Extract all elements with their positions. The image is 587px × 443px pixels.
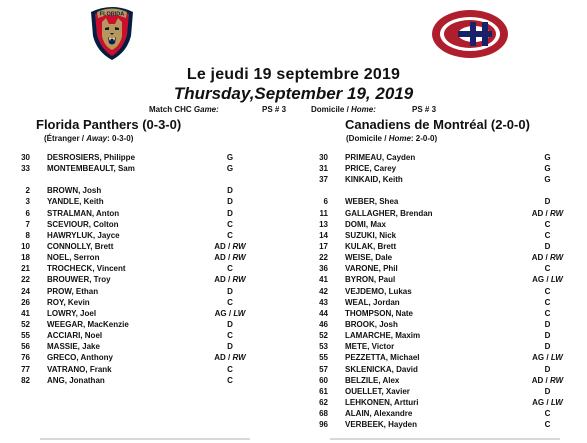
- player-row: [300, 308, 587, 319]
- visitor-roster: [0, 152, 300, 386]
- player-position: AD / RW: [531, 208, 564, 218]
- player-name: LAMARCHE, Maxim: [345, 331, 421, 341]
- home-team-name: Canadiens de Montréal (2-0-0): [345, 117, 530, 132]
- player-position: G: [544, 164, 551, 174]
- player-row: [300, 152, 587, 163]
- footer-divider: [40, 438, 250, 440]
- player-name: WEAL, Jordan: [345, 297, 400, 307]
- player-position: C: [544, 286, 551, 296]
- svg-text:FLORIDA: FLORIDA: [99, 11, 125, 18]
- florida-panthers-logo-icon: [87, 2, 137, 62]
- player-position: G: [226, 164, 234, 174]
- player-row: [0, 375, 300, 386]
- player-number: 44: [319, 308, 328, 318]
- player-name: DOMI, Max: [345, 219, 386, 229]
- player-name: SKLENICKA, David: [345, 364, 418, 374]
- player-name: PROW, Ethan: [47, 286, 99, 296]
- player-position: D: [227, 186, 233, 196]
- player-number: 68: [319, 409, 328, 419]
- player-row: [0, 352, 300, 363]
- player-position: D: [544, 241, 551, 251]
- player-name: THOMPSON, Nate: [345, 308, 414, 318]
- player-number: 22: [319, 253, 328, 263]
- player-row: [0, 219, 300, 230]
- player-number: 22: [21, 275, 30, 285]
- player-row: [0, 341, 300, 352]
- player-number: 33: [21, 164, 30, 174]
- player-row: [300, 241, 587, 252]
- player-name: NOEL, Serron: [47, 253, 100, 263]
- player-row: [0, 297, 300, 308]
- player-number: 3: [25, 197, 30, 207]
- player-row: [300, 419, 587, 430]
- player-position: AG / LW: [214, 308, 246, 318]
- player-name: ACCIARI, Noel: [47, 331, 103, 341]
- player-name: CONNOLLY, Brett: [47, 241, 114, 251]
- player-row: [0, 286, 300, 297]
- player-name: HAWRYLUK, Jayce: [47, 230, 120, 240]
- player-number: 14: [319, 230, 328, 240]
- player-name: TROCHECK, Vincent: [47, 264, 126, 274]
- player-row: [300, 163, 587, 174]
- player-position: D: [544, 319, 551, 329]
- player-name: STRALMAN, Anton: [47, 208, 120, 218]
- home-number: PS # 3: [412, 105, 437, 114]
- home-label: Domicile / Home:: [311, 105, 376, 114]
- player-position: C: [544, 230, 551, 240]
- player-row: [300, 397, 587, 408]
- player-position: AD / RW: [531, 253, 564, 263]
- player-row: [300, 263, 587, 274]
- player-name: BROWN, Josh: [47, 186, 102, 196]
- montreal-canadiens-logo-icon: [430, 8, 510, 60]
- player-name: MASSIE, Jake: [47, 342, 100, 352]
- player-position: C: [544, 308, 551, 318]
- player-row: [0, 208, 300, 219]
- player-name: WEBER, Shea: [345, 197, 399, 207]
- player-row: [300, 408, 587, 419]
- player-name: ANG, Jonathan: [47, 375, 105, 385]
- player-position: G: [544, 175, 551, 185]
- player-position: AD / RW: [214, 241, 246, 251]
- player-number: 17: [319, 241, 328, 251]
- player-row: [300, 230, 587, 241]
- player-number: 41: [21, 308, 30, 318]
- player-position: C: [544, 219, 551, 229]
- player-row: [0, 330, 300, 341]
- player-row: [0, 163, 300, 174]
- player-number: 46: [319, 319, 328, 329]
- player-position: AD / RW: [214, 275, 246, 285]
- player-row: [300, 274, 587, 285]
- player-name: VATRANO, Frank: [47, 364, 112, 374]
- player-row: [0, 252, 300, 263]
- player-name: KINKAID, Keith: [345, 175, 403, 185]
- player-number: 43: [319, 297, 328, 307]
- player-number: 42: [319, 286, 328, 296]
- player-number: 37: [319, 175, 328, 185]
- player-row: [300, 297, 587, 308]
- player-number: 55: [21, 331, 30, 341]
- player-number: 18: [21, 253, 30, 263]
- player-number: 56: [21, 342, 30, 352]
- player-number: 24: [21, 286, 30, 296]
- player-position: C: [544, 420, 551, 430]
- player-position: D: [544, 342, 551, 352]
- player-name: GRECO, Anthony: [47, 353, 113, 363]
- player-number: 11: [319, 208, 328, 218]
- player-row: [0, 308, 300, 319]
- player-position: C: [544, 409, 551, 419]
- player-name: BROUWER, Troy: [47, 275, 111, 285]
- player-position: C: [227, 375, 233, 385]
- player-position: D: [227, 342, 233, 352]
- player-position: D: [544, 364, 551, 374]
- player-position: D: [227, 319, 233, 329]
- player-row: [0, 263, 300, 274]
- player-name: WEISE, Dale: [345, 253, 393, 263]
- player-position: C: [227, 331, 233, 341]
- player-row: [0, 319, 300, 330]
- home-roster: [300, 152, 587, 430]
- player-name: ALAIN, Alexandre: [345, 409, 413, 419]
- player-number: 41: [319, 275, 328, 285]
- player-number: 61: [319, 386, 328, 396]
- player-row: [300, 219, 587, 230]
- player-name: MONTEMBEAULT, Sam: [47, 164, 135, 174]
- player-number: 2: [25, 186, 30, 196]
- player-number: 6: [25, 208, 30, 218]
- player-number: 26: [21, 297, 30, 307]
- player-row: [0, 230, 300, 241]
- player-row: [300, 208, 587, 219]
- player-number: 10: [21, 241, 30, 251]
- player-name: SUZUKI, Nick: [345, 230, 397, 240]
- player-number: 60: [319, 375, 328, 385]
- player-row: [300, 375, 587, 386]
- player-row: [0, 241, 300, 252]
- player-position: C: [227, 364, 233, 374]
- player-position: C: [544, 297, 551, 307]
- player-number: 36: [319, 264, 328, 274]
- player-number: 62: [319, 397, 328, 407]
- player-position: C: [227, 219, 233, 229]
- player-position: C: [227, 230, 233, 240]
- player-name: BROOK, Josh: [345, 319, 398, 329]
- player-number: 6: [323, 197, 328, 207]
- player-position: D: [227, 286, 233, 296]
- player-position: D: [544, 197, 551, 207]
- player-name: SCEVIOUR, Colton: [47, 219, 119, 229]
- player-row: [0, 185, 300, 196]
- player-row: [300, 252, 587, 263]
- player-number: 8: [25, 230, 30, 240]
- player-row: [300, 286, 587, 297]
- player-row: [0, 152, 300, 163]
- home-record: (Domicile / Home: 2-0-0): [346, 134, 438, 143]
- player-name: BYRON, Paul: [345, 275, 396, 285]
- player-number: 96: [319, 420, 328, 430]
- player-position: D: [227, 208, 233, 218]
- match-label: Match CHC Game:: [149, 105, 219, 114]
- player-name: YANDLE, Keith: [47, 197, 104, 207]
- player-number: 55: [319, 353, 328, 363]
- player-name: VEJDEMO, Lukas: [345, 286, 412, 296]
- player-name: METE, Victor: [345, 342, 395, 352]
- player-number: 53: [319, 342, 328, 352]
- player-position: AD / RW: [214, 353, 246, 363]
- player-position: D: [227, 197, 233, 207]
- player-position: C: [544, 264, 551, 274]
- player-row: [300, 196, 587, 207]
- player-name: ROY, Kevin: [47, 297, 90, 307]
- title-english: Thursday,September 19, 2019: [173, 84, 414, 103]
- player-position: AG / LW: [532, 275, 563, 285]
- player-name: DESROSIERS, Philippe: [47, 153, 136, 162]
- player-position: AD / RW: [531, 375, 564, 385]
- player-number: 31: [319, 164, 328, 174]
- player-number: 77: [21, 364, 30, 374]
- player-row: [300, 386, 587, 397]
- player-name: GALLAGHER, Brendan: [345, 208, 433, 218]
- player-row: [0, 364, 300, 375]
- player-number: 21: [21, 264, 30, 274]
- player-name: PEZZETTA, Michael: [345, 353, 420, 363]
- player-position: G: [226, 153, 234, 162]
- player-name: BELZILE, Alex: [345, 375, 400, 385]
- player-number: 82: [21, 375, 30, 385]
- game-number: PS # 3: [262, 105, 287, 114]
- player-number: 52: [319, 331, 328, 341]
- player-number: 57: [319, 364, 328, 374]
- player-row: [300, 330, 587, 341]
- title-french: Le jeudi 19 septembre 2019: [186, 66, 401, 83]
- player-name: LEHKONEN, Artturi: [345, 397, 419, 407]
- player-row: [0, 274, 300, 285]
- footer-divider: [330, 438, 560, 440]
- player-position: AD / RW: [214, 253, 246, 263]
- player-name: PRICE, Carey: [345, 164, 397, 174]
- player-name: PRIMEAU, Cayden: [345, 153, 416, 162]
- player-row: [300, 319, 587, 330]
- player-position: AG / LW: [532, 397, 563, 407]
- player-number: 30: [21, 153, 30, 162]
- player-name: WEEGAR, MacKenzie: [47, 319, 129, 329]
- player-name: KULAK, Brett: [345, 241, 397, 251]
- player-row: [300, 341, 587, 352]
- player-position: C: [227, 297, 233, 307]
- player-row: [300, 364, 587, 375]
- player-number: 30: [319, 153, 328, 162]
- player-number: 52: [21, 319, 30, 329]
- player-position: G: [544, 153, 551, 162]
- player-position: AG / LW: [532, 353, 563, 363]
- player-name: LOWRY, Joel: [47, 308, 97, 318]
- player-position: D: [544, 386, 551, 396]
- player-number: 76: [21, 353, 30, 363]
- player-row: [0, 196, 300, 207]
- player-position: C: [227, 264, 233, 274]
- player-number: 13: [319, 219, 328, 229]
- player-name: VERBEEK, Hayden: [345, 420, 418, 430]
- player-position: D: [544, 331, 551, 341]
- player-row: [300, 174, 587, 185]
- visitor-record: (Étranger / Away: 0-3-0): [44, 134, 134, 143]
- player-row: [300, 352, 587, 363]
- player-name: OUELLET, Xavier: [345, 386, 410, 396]
- player-number: 7: [25, 219, 30, 229]
- player-name: VARONE, Phil: [345, 264, 398, 274]
- visitor-team-name: Florida Panthers (0-3-0): [36, 117, 182, 132]
